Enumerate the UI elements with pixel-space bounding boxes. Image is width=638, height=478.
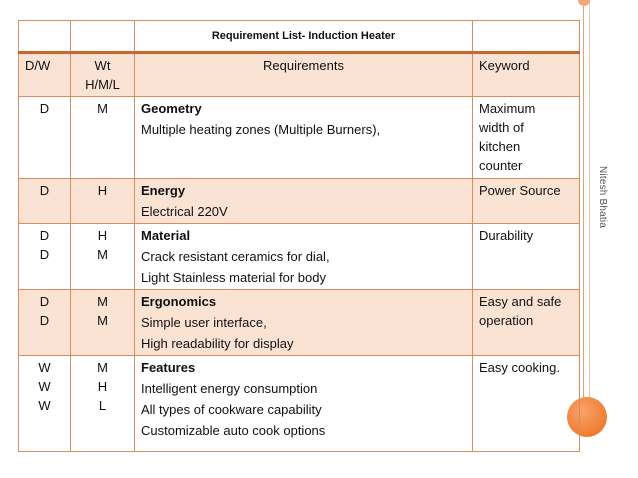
weight-cell-value: H — [97, 228, 108, 243]
header-requirements-label: Requirements — [263, 58, 344, 73]
dw-cell-value: W — [38, 379, 51, 394]
requirement-item: Customizable auto cook options — [141, 423, 326, 438]
weight-cell-value: M — [97, 360, 108, 375]
table-row — [19, 224, 580, 290]
weight-cell-value: M — [97, 313, 108, 328]
keyword-cell — [473, 224, 580, 290]
dw-cell-value: D — [39, 294, 50, 309]
keyword-line: Easy and safe — [479, 294, 562, 309]
requirement-category: Features — [141, 360, 196, 375]
keyword-line: Maximum — [479, 101, 536, 116]
title-blank-cell — [473, 21, 580, 53]
title-blank-cell — [71, 21, 135, 53]
table-title: Requirement List- Induction Heater — [135, 21, 473, 53]
header-keyword — [473, 53, 580, 97]
keyword-cell — [473, 356, 580, 452]
header-dw — [19, 53, 71, 97]
requirement-item: Electrical 220V — [141, 204, 228, 219]
requirement-item: All types of cookware capability — [141, 402, 322, 417]
table-row — [19, 97, 580, 179]
header-weight-line1: Wt — [94, 58, 111, 73]
header-weight-line2: H/M/L — [85, 77, 120, 92]
requirements-cell — [135, 179, 473, 224]
requirements-cell — [135, 356, 473, 452]
table-row — [19, 356, 580, 452]
requirement-item: Light Stainless material for body — [141, 270, 326, 285]
right-margin-line — [583, 0, 584, 410]
title-row — [19, 21, 580, 53]
weight-cell — [71, 179, 135, 224]
dw-cell-value: D — [39, 313, 50, 328]
keyword-line: kitchen — [479, 139, 521, 154]
weight-cell-value: H — [97, 183, 108, 198]
weight-cell-value: L — [98, 398, 107, 413]
requirements-cell — [135, 97, 473, 179]
title-blank-cell — [19, 21, 71, 53]
requirement-item: High readability for display — [141, 336, 294, 351]
requirement-item: Intelligent energy consumption — [141, 381, 318, 396]
requirement-category: Ergonomics — [141, 294, 217, 309]
weight-cell-value: M — [97, 101, 108, 116]
weight-cell — [71, 224, 135, 290]
table-row — [19, 290, 580, 356]
dw-cell — [19, 290, 71, 356]
keyword-line: width of — [479, 120, 524, 135]
requirements-cell — [135, 290, 473, 356]
keyword-cell — [473, 97, 580, 179]
keyword-line: Easy cooking. — [479, 360, 560, 375]
author-side-label: Nitesh Bhatia — [597, 166, 608, 229]
keyword-cell — [473, 290, 580, 356]
requirement-category: Material — [141, 228, 191, 243]
dw-cell-value: W — [38, 398, 51, 413]
weight-cell-value: H — [97, 379, 108, 394]
requirement-category: Energy — [141, 183, 186, 198]
right-margin-line-inner — [589, 0, 590, 410]
header-row — [19, 53, 580, 97]
keyword-line: operation — [479, 313, 534, 328]
weight-cell — [71, 356, 135, 452]
dw-cell — [19, 97, 71, 179]
header-dw-label: D/W — [25, 58, 51, 73]
requirements-cell — [135, 224, 473, 290]
weight-cell-value: M — [97, 294, 108, 309]
weight-cell-value: M — [97, 247, 108, 262]
dw-cell-value: D — [39, 247, 50, 262]
keyword-cell — [473, 179, 580, 224]
dw-cell-value: D — [39, 101, 50, 116]
header-requirements — [135, 53, 473, 97]
requirement-item: Crack resistant ceramics for dial, — [141, 249, 330, 264]
requirement-item: Simple user interface, — [141, 315, 267, 330]
weight-cell — [71, 290, 135, 356]
dw-cell-value: D — [39, 183, 50, 198]
keyword-line: Power Source — [479, 183, 561, 198]
keyword-line: Durability — [479, 228, 534, 243]
dw-cell — [19, 356, 71, 452]
dw-cell — [19, 179, 71, 224]
dw-cell-value: W — [38, 360, 51, 375]
requirement-item: Multiple heating zones (Multiple Burners), — [141, 122, 381, 137]
weight-cell — [71, 97, 135, 179]
dw-cell-value: D — [39, 228, 50, 243]
table-row — [19, 179, 580, 224]
header-keyword-label: Keyword — [479, 58, 530, 73]
dw-cell — [19, 224, 71, 290]
requirement-table — [18, 20, 580, 452]
requirement-category: Geometry — [141, 101, 202, 116]
keyword-line: counter — [479, 158, 523, 173]
header-weight — [71, 53, 135, 97]
